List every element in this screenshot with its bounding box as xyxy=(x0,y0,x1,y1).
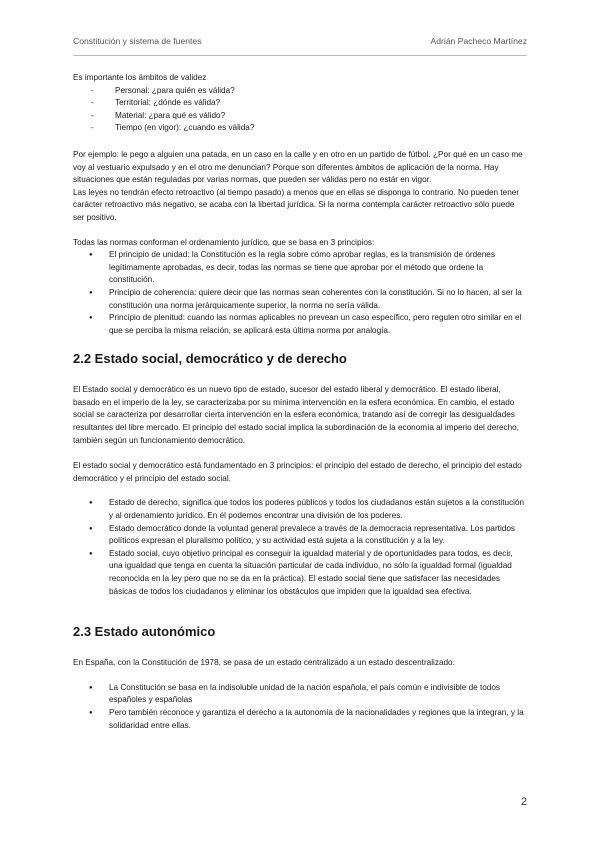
ambitos-list xyxy=(73,85,527,135)
ambitos-intro: Es importante los ámbitos de validez xyxy=(73,73,207,82)
list-item: ● Estado democrático donde la voluntad general prevalece a través de la democracia representativa. Los partidos políticos expresan el pluralismo político, y su actividad está sujeta a la constitución y a la ley. xyxy=(73,523,527,548)
section-heading: 2.2 Estado social, democrático y de derecho xyxy=(73,351,347,367)
section-heading: 2.3 Estado autonómico xyxy=(73,624,216,640)
list-item: - Personal: ¿para quién es válida? xyxy=(73,85,527,98)
principles-intro: Todas las normas conforman el ordenamiento jurídico, que se basa en 3 principios: xyxy=(73,237,375,247)
page-number: 2 xyxy=(520,796,527,808)
header-divider xyxy=(73,55,527,56)
page-header xyxy=(73,36,527,46)
list-item: ● Estado social, cuyo objetivo principal es conseguir la igualdad material y de oportunidades para todos, es decir, una igualdad que tenga en cuenta la situación particular de cada individuo, no sólo la igualdad formal (igualdad reconocida en la ley pero que no se da en la práctica). El estado social tiene que satisfacer las necesidades básicas de todos los ciudadanos y eliminar los obstáculos que impiden que la igualdad sea efectiva. xyxy=(73,548,527,598)
section-paragraph: El Estado social y democrático es un nuevo tipo de estado, sucesor del estado liberal y democrático. El estado liberal, basado en el imperio de la ley, se caracterizaba por su mínima intervención en la esfera económica. En cambio, el estado social se caracteriza por desarrollar cierta intervención en la esfera económica, tratando así de corregir las desigualdades resultantes del libre mercado. El principio del estado social implica la subordinación de la economía al imperio del derecho, también según un funcionamiento democrático. xyxy=(73,385,520,445)
header-author: Adrián Pacheco Martínez xyxy=(430,36,527,46)
page-content xyxy=(73,72,527,732)
list-item: ● Estado de derecho, significa que todos los poderes públicos y todos los ciudadanos están sujetos a la constitución y al ordenamiento jurídico. En él podemos encontrar una división de los poderes. xyxy=(73,497,527,522)
header-doc-title: Constitución y sistema de fuentes xyxy=(73,36,202,46)
state-principles-list xyxy=(73,497,527,598)
principles-list xyxy=(73,249,527,337)
list-item: ● La Constitución se basa en la indisoluble unidad de la nación española, el país común e indivisible de todos españoles y españolas xyxy=(73,682,527,707)
autonomy-list xyxy=(73,682,527,732)
example-paragraph: Por ejemplo: le pego a alguien una patada, en un caso en la calle y en otro en un partido de fútbol. ¿Por qué en un caso me voy al vestuario expulsado y en el otro me denuncian? Porque son diferentes ámbitos de aplicación de la norma. Hay situaciones que están reguladas por varias normas, que pueden ser válidas pero no estár en vigor. xyxy=(73,149,523,185)
list-item: - Material: ¿para qué es válido? xyxy=(73,110,527,123)
list-item: - Territorial: ¿dónde es válida? xyxy=(73,97,527,110)
list-item: ● Pero también reconoce y garantiza el derecho a la autonomía de la nacionalidades y regiones que la integran, y la solidaridad entre ellas. xyxy=(73,707,527,732)
list-item: ● Principio de coherencia: quiere decir que las normas sean coherentes con la constitución. Si no lo hacen, al ser la constitución una norma jerárquicamente superior, la norma no sería válida. xyxy=(73,287,527,312)
section-paragraph: El estado social y democrático está fundamentado en 3 principios: el principio del estado de derecho, el principio del estado democrático y el principio del estado social. xyxy=(73,461,522,483)
list-item: - Tiempo (en vigor): ¿cuando es válida? xyxy=(73,122,527,135)
list-item: ● El principio de unidad: la Constitución es la regla sobre cómo aprobar reglas, es la transmisión de órdenes legítimamente aprobadas, es decir, todas las normas se tiene que aprobar por el método que ordene la constitución. xyxy=(73,249,527,287)
list-item: ● Principio de plenitud: cuando las normas aplicables no prevean un caso específico, pero regulen otro similar en el que se perciba la misma relación, se aplicará esta última norma por analogía. xyxy=(73,312,527,337)
retroactive-paragraph: Las leyes no tendrán efecto retroactivo (al tiempo pasado) a menos que en ellas se disponga lo contrario. No pueden tener carácter retroactivo más negativo, se acaba con la libertad jurídica. Si la norma contempla carácter retroactivo sólo puede ser positivo. xyxy=(73,187,520,222)
section-paragraph: En España, con la Constitución de 1978, se pasa de un estado centralizado a un estado descentralizado. xyxy=(73,658,455,668)
